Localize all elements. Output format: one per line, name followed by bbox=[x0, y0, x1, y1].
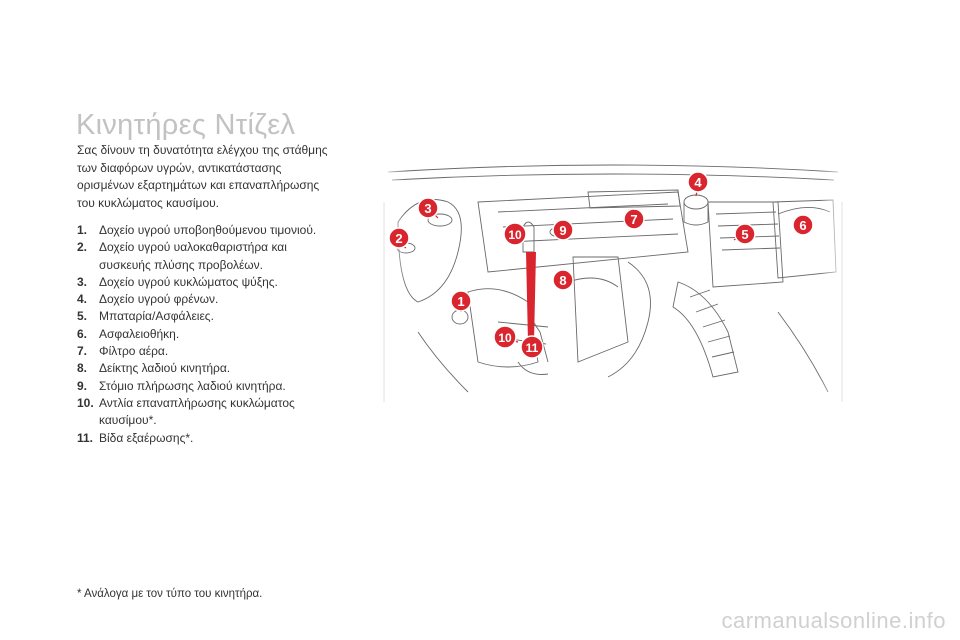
item-number: 4. bbox=[77, 292, 88, 307]
marker-3 bbox=[418, 198, 438, 218]
list-item bbox=[77, 222, 377, 239]
marker-label: 3 bbox=[424, 201, 432, 216]
marker-6 bbox=[793, 215, 813, 235]
item-text: Δοχείο υγρού κυκλώματος ψύξης. bbox=[99, 274, 278, 289]
item-text: Δείκτης λαδιού κινητήρα. bbox=[99, 361, 231, 376]
list-item bbox=[77, 430, 377, 447]
list-item bbox=[77, 378, 377, 395]
marker-11 bbox=[521, 336, 543, 358]
marker-7 bbox=[624, 209, 644, 229]
marker-1 bbox=[451, 291, 471, 311]
item-text: συσκευής πλύσης προβολέων. bbox=[99, 257, 264, 272]
intro-line: Σας δίνουν τη δυνατότητα ελέγχου της στάθμης bbox=[77, 143, 328, 157]
intro-line: ορισμένων εξαρτημάτων και επαναπλήρωσης bbox=[77, 178, 320, 192]
footnote: * Ανάλογα με τον τύπο του κινητήρα. bbox=[77, 588, 263, 600]
item-number: 3. bbox=[77, 274, 88, 289]
marker-10-lower bbox=[494, 326, 516, 348]
marker-5 bbox=[735, 224, 755, 244]
marker-4 bbox=[688, 172, 708, 192]
marker-label: 6 bbox=[799, 218, 807, 233]
item-number: 1. bbox=[77, 223, 88, 237]
item-text: Φίλτρο αέρα. bbox=[99, 344, 169, 359]
item-text: Στόμιο πλήρωσης λαδιού κινητήρα. bbox=[99, 378, 286, 393]
list-item bbox=[77, 308, 377, 325]
list-item bbox=[77, 239, 377, 274]
marker-8 bbox=[553, 270, 573, 290]
item-text: Δοχείο υγρού φρένων. bbox=[99, 292, 219, 307]
item-number: 6. bbox=[77, 326, 88, 341]
list-item bbox=[77, 291, 377, 308]
item-number: 2. bbox=[77, 240, 88, 255]
marker-9 bbox=[553, 220, 573, 240]
marker-label: 5 bbox=[741, 227, 749, 242]
item-number: 10. bbox=[77, 395, 94, 410]
item-text: Δοχείο υγρού υποβοηθούμενου τιμονιού. bbox=[99, 223, 317, 237]
item-number: 9. bbox=[77, 378, 88, 393]
marker-label: 11 bbox=[525, 341, 539, 355]
item-text: Δοχείο υγρού υαλοκαθαριστήρα και bbox=[99, 240, 287, 255]
marker-label: 4 bbox=[694, 175, 702, 190]
item-text: Μπαταρία/Ασφάλειες. bbox=[99, 309, 214, 324]
engine-bay-diagram bbox=[378, 162, 848, 407]
page-title: Κινητήρες Ντίζελ bbox=[76, 109, 296, 142]
item-number: 8. bbox=[77, 361, 88, 376]
marker-label: 7 bbox=[630, 212, 638, 227]
list-item bbox=[77, 395, 377, 430]
marker-2 bbox=[389, 228, 409, 248]
list-item bbox=[77, 326, 377, 343]
intro-paragraph bbox=[77, 142, 367, 212]
marker-label: 10 bbox=[498, 331, 512, 345]
marker-10 bbox=[504, 223, 526, 245]
list-item bbox=[77, 343, 377, 360]
marker-label: 8 bbox=[559, 273, 567, 288]
intro-line: του κυκλώματος καυσίμου. bbox=[77, 195, 220, 210]
marker-label: 9 bbox=[559, 223, 567, 238]
intro-line: των διαφόρων υγρών, αντικατάστασης bbox=[77, 160, 282, 175]
list-item bbox=[77, 274, 377, 291]
watermark: carmanualsonline.info bbox=[721, 608, 946, 633]
item-number: 7. bbox=[77, 344, 88, 359]
item-text: Ασφαλειοθήκη. bbox=[99, 326, 180, 341]
item-text: Βίδα εξαέρωσης*. bbox=[99, 430, 194, 445]
item-number: 11. bbox=[77, 430, 94, 445]
item-text: Αντλία επαναπλήρωσης κυκλώματος bbox=[99, 395, 295, 410]
item-text: καυσίμου*. bbox=[99, 413, 157, 428]
item-number: 5. bbox=[77, 309, 88, 324]
list-item bbox=[77, 360, 377, 377]
marker-label: 2 bbox=[395, 231, 403, 246]
marker-label: 1 bbox=[457, 294, 465, 309]
marker-label: 10 bbox=[508, 228, 522, 242]
component-list bbox=[77, 222, 377, 447]
